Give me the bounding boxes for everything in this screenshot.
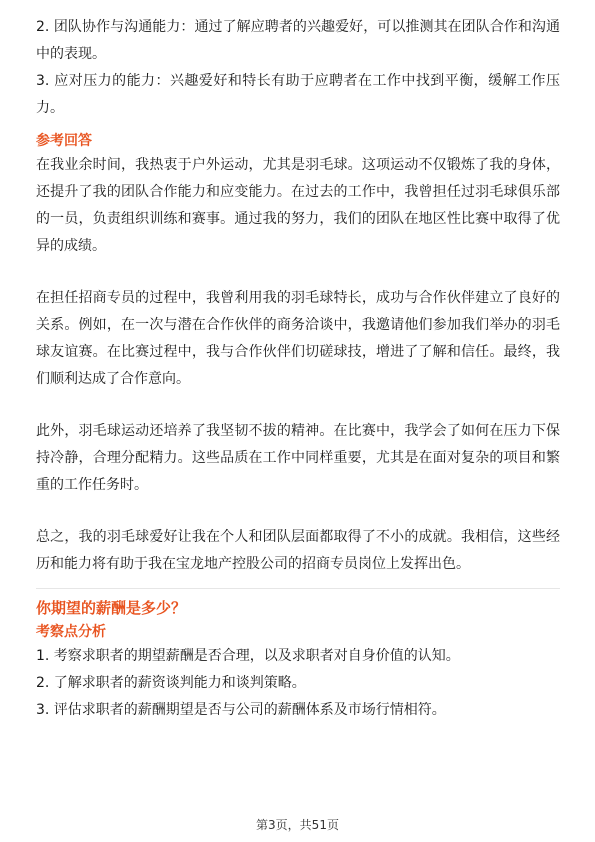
- list-item: 3. 评估求职者的薪酬期望是否与公司的薪酬体系及市场行情相符。: [36, 702, 446, 718]
- answer-paragraph: 总之，我的羽毛球爱好让我在个人和团队层面都取得了不小的成就。我相信，这些经历和能力将有助于我在宝龙地产控股公司的招商专员岗位上发挥出色。: [36, 529, 560, 572]
- answer-paragraph: 在我业余时间，我热衷于户外运动，尤其是羽毛球。这项运动不仅锻炼了我的身体，还提升了我的团队合作能力和应变能力。在过去的工作中，我曾担任过羽毛球俱乐部的一员，负责组织训练和赛事。通过我的努力，我们的团队在地区性比赛中取得了优异的成绩。: [36, 157, 560, 254]
- list-item: 1. 考察求职者的期望薪酬是否合理，以及求职者对自身价值的认知。: [36, 648, 460, 664]
- list-item: 2. 了解求职者的薪资谈判能力和谈判策略。: [36, 675, 306, 691]
- list-item: 2. 团队协作与沟通能力：通过了解应聘者的兴趣爱好，可以推测其在团队合作和沟通中的表现。: [36, 19, 560, 62]
- page-number: 第3页，共51页: [256, 818, 339, 832]
- section-divider: [36, 588, 560, 589]
- spacer: [36, 499, 560, 524]
- answer-paragraph: 在担任招商专员的过程中，我曾利用我的羽毛球特长，成功与合作伙伴建立了良好的关系。例如，在一次与潜在合作伙伴的商务洽谈中，我邀请他们参加我们举办的羽毛球友谊赛。在比赛过程中，我与合作伙伴们切磋球技，增进了了解和信任。最终，我们顺利达成了合作意向。: [36, 290, 560, 387]
- list-item: 3. 应对压力的能力：兴趣爱好和特长有助于应聘者在工作中找到平衡，缓解工作压力。: [36, 73, 560, 116]
- spacer: [36, 393, 560, 418]
- answer-heading: 参考回答: [36, 133, 92, 149]
- spacer: [36, 122, 560, 130]
- question-heading: 你期望的薪酬是多少？: [36, 599, 187, 617]
- page-content: [36, 14, 560, 724]
- spacer: [36, 260, 560, 285]
- analysis-heading: 考察点分析: [36, 624, 106, 640]
- answer-paragraph: 此外，羽毛球运动还培养了我坚韧不拔的精神。在比赛中，我学会了如何在压力下保持冷静，合理分配精力。这些品质在工作中同样重要，尤其是在面对复杂的项目和繁重的工作任务时。: [36, 423, 560, 493]
